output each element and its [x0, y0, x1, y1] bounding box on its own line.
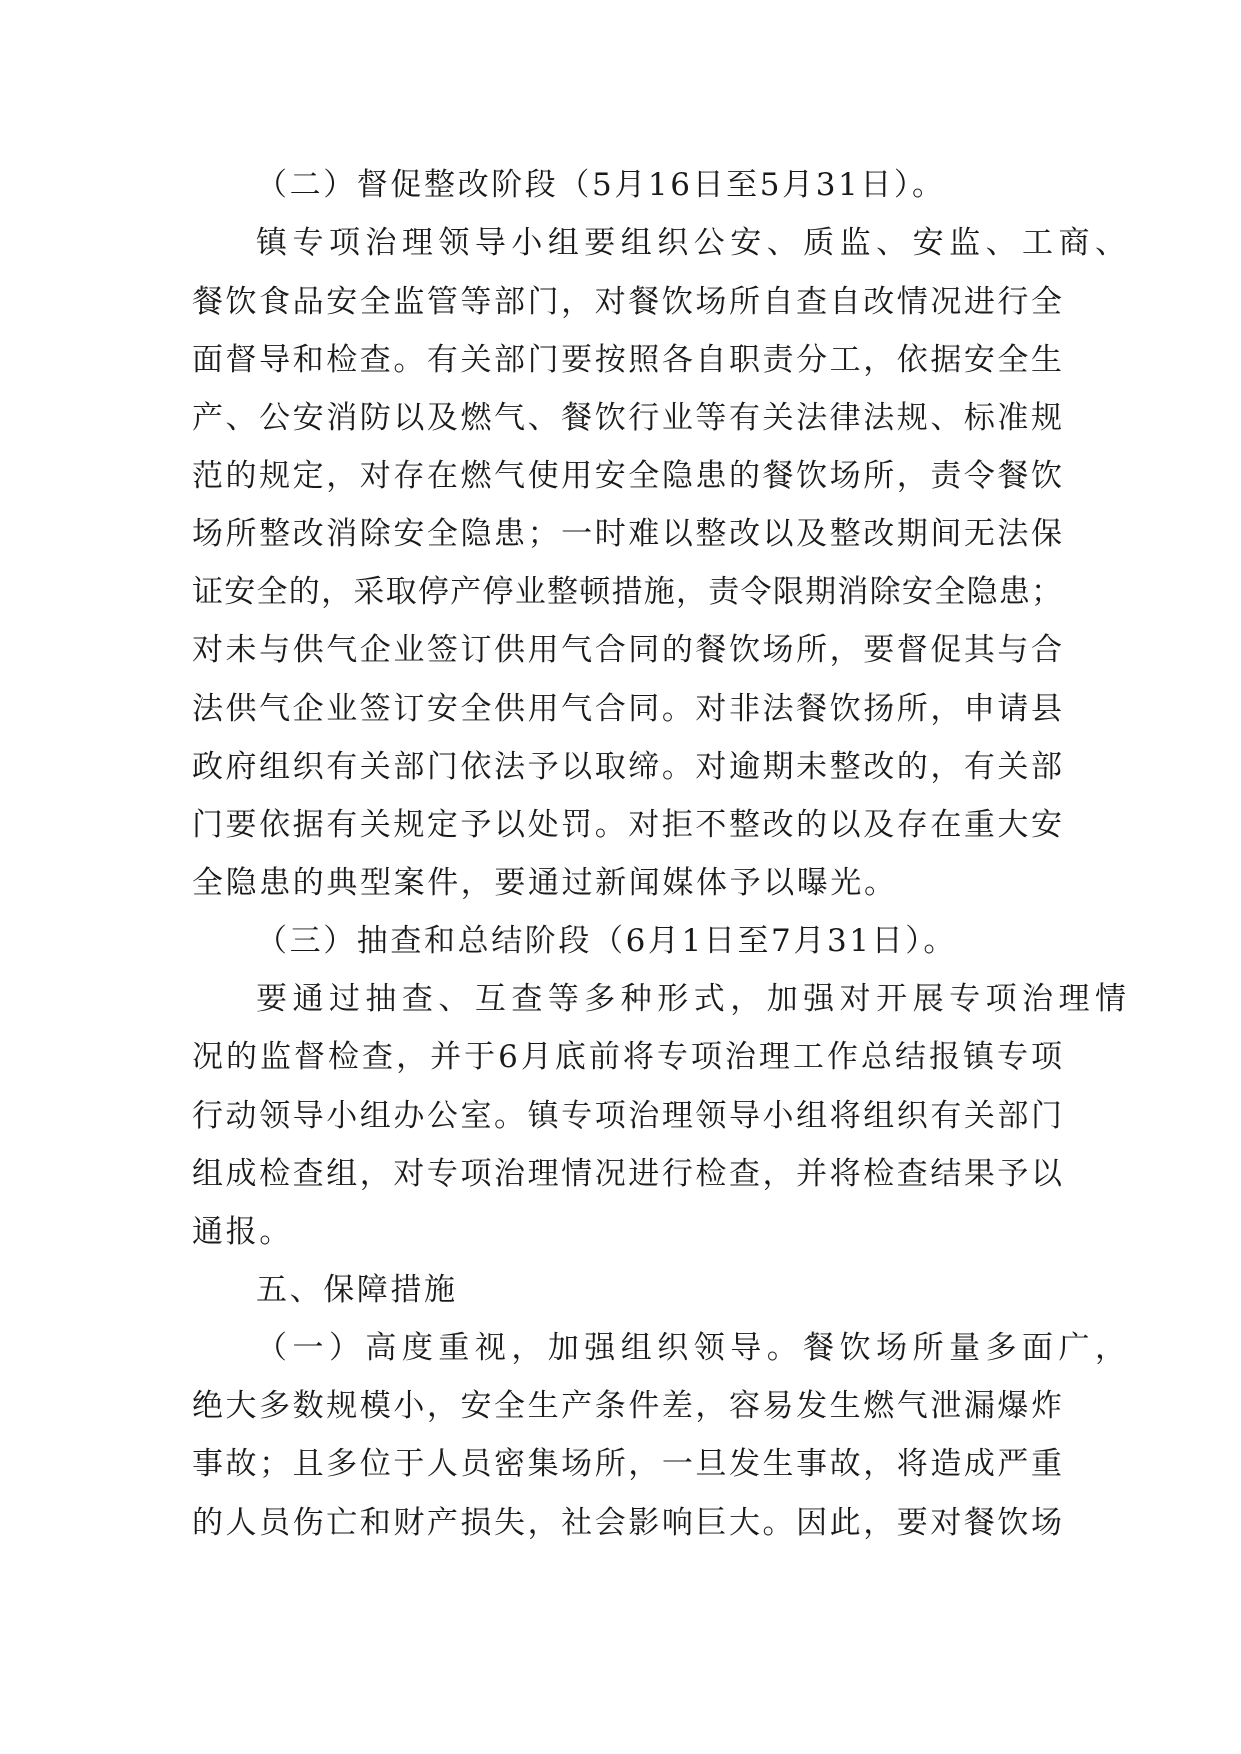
- heading-spot-check-summary-stage: （三）抽查和总结阶段（6月1日至7月31日）。: [256, 923, 957, 959]
- paragraph-line: 事故；且多位于人员密集场所，一旦发生事故，将造成严重: [192, 1446, 1062, 1482]
- paragraph-line: 组成检查组，对专项治理情况进行检查，并将检查结果予以: [192, 1156, 1062, 1192]
- paragraph-line: 场所整改消除安全隐患；一时难以整改以及整改期间无法保: [192, 516, 1062, 552]
- section-heading-safeguard-measures: 五、保障措施: [256, 1272, 458, 1308]
- paragraph-line: 全隐患的典型案件，要通过新闻媒体予以曝光。: [192, 865, 898, 901]
- paragraph-line: 要通过抽查、互查等多种形式，加强对开展专项治理情: [256, 981, 1126, 1017]
- paragraph-line: 餐饮食品安全监管等部门，对餐饮场所自查自改情况进行全: [192, 284, 1062, 320]
- paragraph-line: （一）高度重视，加强组织领导。餐饮场所量多面广，: [256, 1330, 1126, 1366]
- paragraph-line: 法供气企业签订安全供用气合同。对非法餐饮扬所，申请县: [192, 691, 1062, 727]
- paragraph-line: 对未与供气企业签订供用气合同的餐饮场所，要督促其与合: [192, 632, 1062, 668]
- paragraph-line: 行动领导小组办公室。镇专项治理领导小组将组织有关部门: [192, 1098, 1062, 1134]
- paragraph-line: 绝大多数规模小，安全生产条件差，容易发生燃气泄漏爆炸: [192, 1388, 1062, 1424]
- paragraph-line: 镇专项治理领导小组要组织公安、质监、安监、工商、: [256, 225, 1126, 261]
- paragraph-line: 的人员伤亡和财产损失，社会影响巨大。因此，要对餐饮场: [192, 1505, 1062, 1541]
- heading-supervise-rectify-stage: （二）督促整改阶段（5月16日至5月31日）。: [256, 167, 946, 203]
- paragraph-line: 证安全的，采取停产停业整顿措施，责令限期消除安全隐患；: [192, 574, 1062, 610]
- paragraph-line: 门要依据有关规定予以处罚。对拒不整改的以及存在重大安: [192, 807, 1062, 843]
- paragraph-line: 产、公安消防以及燃气、餐饮行业等有关法律法规、标准规: [192, 400, 1062, 436]
- paragraph-line: 面督导和检查。有关部门要按照各自职责分工，依据安全生: [192, 342, 1062, 378]
- paragraph-line: 政府组织有关部门依法予以取缔。对逾期未整改的，有关部: [192, 749, 1062, 785]
- paragraph-line: 范的规定，对存在燃气使用安全隐患的餐饮场所，责令餐饮: [192, 458, 1062, 494]
- paragraph-line: 况的监督检查，并于6月底前将专项治理工作总结报镇专项: [192, 1039, 1062, 1075]
- paragraph-line: 通报。: [192, 1214, 293, 1250]
